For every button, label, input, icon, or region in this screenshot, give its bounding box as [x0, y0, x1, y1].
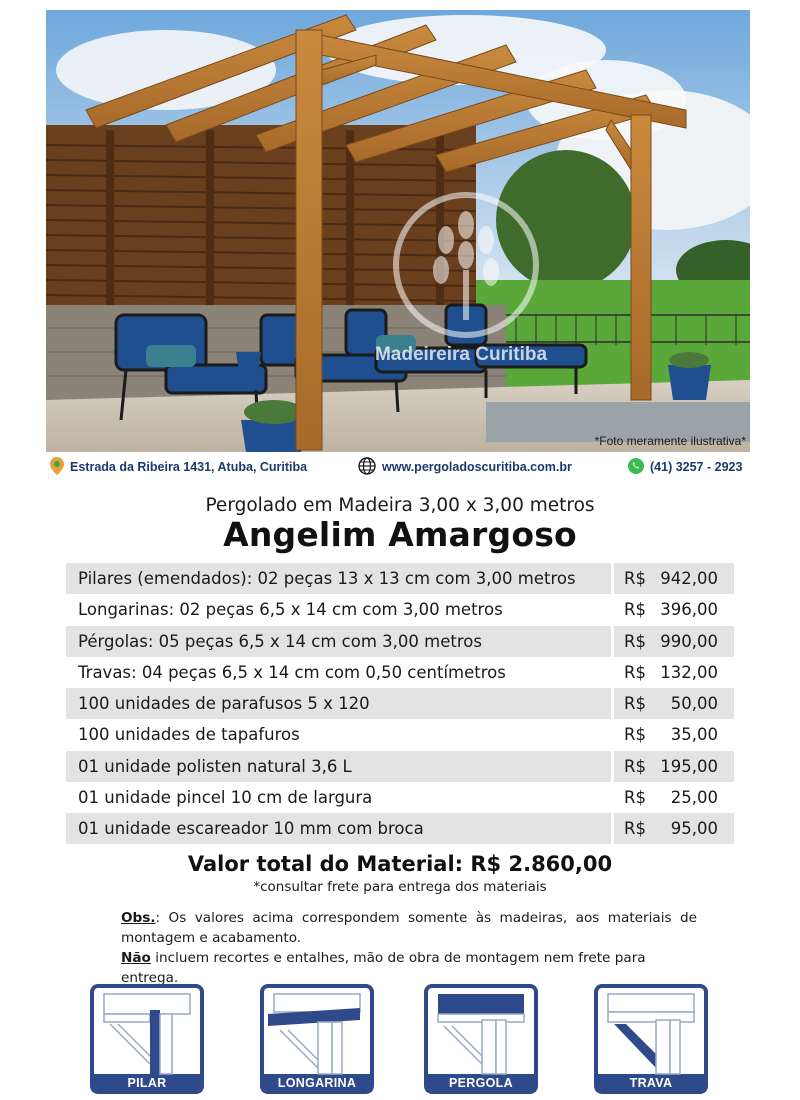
item-description: 01 unidade polisten natural 3,6 L [66, 751, 611, 782]
watermark-text: Madeireira Curitiba [374, 344, 548, 365]
item-currency: R$ [624, 756, 646, 776]
table-row [66, 813, 734, 844]
table-row [66, 594, 734, 625]
table-row [66, 563, 734, 594]
address-text: Estrada da Ribeira 1431, Atuba, Curitiba [70, 460, 308, 474]
item-currency: R$ [624, 631, 646, 651]
item-currency: R$ [624, 694, 646, 714]
product-title: Angelim Amargoso [223, 515, 577, 554]
item-currency: R$ [624, 725, 646, 745]
not-label: Não [121, 950, 151, 966]
table-row [66, 751, 734, 782]
freight-note: *consultar frete para entrega dos materiais [253, 879, 547, 895]
part-label: LONGARINA [277, 1076, 357, 1090]
part-pergola [424, 984, 538, 1094]
item-value: 50,00 [670, 694, 718, 714]
photo-caption: *Foto meramente ilustrativa* [594, 434, 746, 448]
obs-text: : Os valores acima correspondem somente às madeiras, aos materiais de montagem e acabamento. [121, 910, 697, 946]
item-description: Pilares (emendados): 02 peças 13 x 13 cm com 3,00 metros [66, 563, 611, 594]
item-description: 100 unidades de parafusos 5 x 120 [66, 688, 611, 719]
pergola-photo [46, 10, 750, 452]
item-value: 990,00 [660, 631, 718, 651]
globe-icon [358, 457, 382, 478]
item-value: 35,00 [670, 725, 718, 745]
map-pin-icon [50, 457, 70, 478]
item-value: 195,00 [660, 756, 718, 776]
not-text: incluem recortes e entalhes, mão de obra de montagem nem frete para entrega. [121, 950, 646, 986]
item-currency: R$ [624, 662, 646, 682]
phone[interactable] [628, 458, 742, 477]
observations [121, 908, 697, 988]
item-value: 95,00 [670, 819, 718, 839]
website-text[interactable]: www.pergoladoscuritiba.com.br [382, 460, 572, 474]
obs-paragraph [121, 908, 697, 948]
item-currency: R$ [624, 819, 646, 839]
part-label: PERGOLA [449, 1076, 513, 1090]
item-description: 100 unidades de tapafuros [78, 725, 300, 745]
item-description: Longarinas: 02 peças 6,5 x 14 cm com 3,00 metros [78, 600, 503, 620]
item-currency: R$ [624, 787, 646, 807]
product-subtitle: Pergolado em Madeira 3,00 x 3,00 metros [205, 495, 595, 516]
website[interactable] [358, 457, 628, 478]
item-description: 01 unidade escareador 10 mm com broca [66, 813, 611, 844]
part-trava [594, 984, 708, 1094]
table-row [66, 688, 734, 719]
parts-legend [90, 984, 714, 1096]
item-value: 942,00 [660, 569, 718, 589]
part-longarina [260, 984, 374, 1094]
item-description: 01 unidade pincel 10 cm de largura [78, 787, 373, 807]
address [50, 457, 350, 478]
table-row [66, 626, 734, 657]
table-row [66, 719, 734, 750]
whatsapp-icon [628, 458, 650, 477]
item-description: Pérgolas: 05 peças 6,5 x 14 cm com 3,00 metros [66, 626, 611, 657]
phone-text[interactable]: (41) 3257 - 2923 [650, 460, 743, 474]
part-pilar [90, 984, 204, 1094]
item-currency: R$ [624, 600, 646, 620]
item-value: 132,00 [660, 662, 718, 682]
hero-photo [46, 10, 750, 452]
item-description: Travas: 04 peças 6,5 x 14 cm com 0,50 centímetros [78, 662, 506, 682]
price-table [66, 563, 734, 844]
item-value: 25,00 [670, 787, 718, 807]
item-value: 396,00 [660, 600, 718, 620]
not-included-paragraph [121, 948, 697, 988]
obs-label: Obs. [121, 910, 156, 926]
table-row [66, 782, 734, 813]
contact-bar [50, 456, 750, 478]
part-label: PILAR [127, 1076, 167, 1090]
part-label: TRAVA [629, 1076, 673, 1090]
table-row [66, 657, 734, 688]
total-value: Valor total do Material: R$ 2.860,00 [187, 852, 613, 876]
item-currency: R$ [624, 569, 646, 589]
